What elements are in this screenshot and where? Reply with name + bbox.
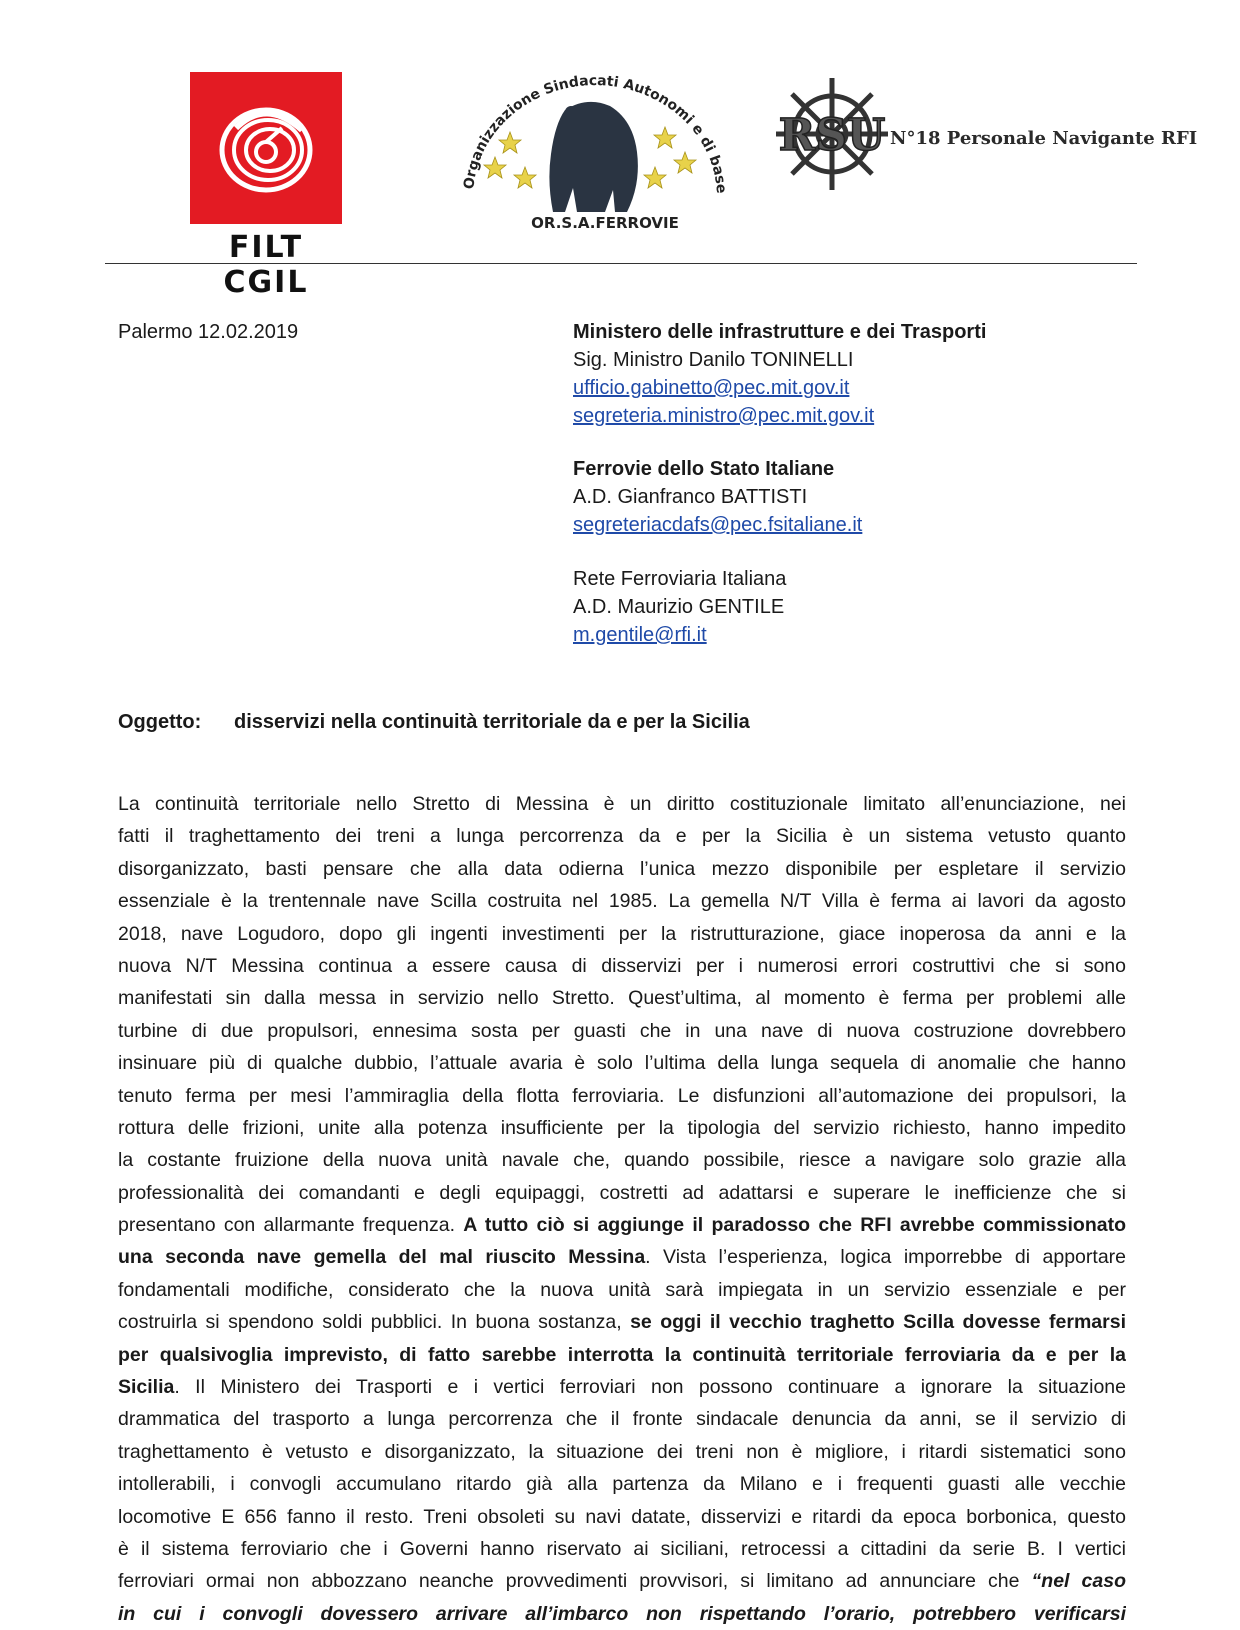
body-text-segment: La continuità territoriale nello Stretto di Messina è un diritto costituzionale limitato all’enunciazione, nei bbox=[118, 793, 1126, 815]
subject-label: Oggetto: bbox=[118, 711, 202, 733]
body-line bbox=[118, 1241, 1126, 1273]
orsa-arc-text: Organizzazione Sindacati Autonomi e di base bbox=[461, 72, 730, 195]
body-text-segment: ferroviari ormai non abbozzano neanche provvedimenti provvisori, si limitano ad annunciare che bbox=[118, 1570, 1032, 1593]
body-text-segment: insinuare più di qualche dubbio, l’attuale avaria è solo l’ultima della lunga sequela di anomalie che hanno bbox=[118, 1052, 1126, 1075]
recipient-3 bbox=[573, 565, 786, 649]
body-line bbox=[118, 1209, 1126, 1241]
body-line bbox=[118, 1306, 1126, 1338]
body-text-segment: professionalità dei comandanti e degli equipaggi, costretti ad adattarsi e superare le inefficienze che si bbox=[118, 1181, 1126, 1204]
recipient-person: A.D. Maurizio GENTILE bbox=[573, 596, 785, 618]
body-line bbox=[118, 950, 1126, 982]
body-text-segment: per qualsivoglia imprevisto, di fatto sarebbe interrotta la continuità territoriale ferroviaria da e per la bbox=[118, 1343, 1126, 1366]
body-line bbox=[118, 1403, 1126, 1435]
recipient-email-link[interactable]: ufficio.gabinetto@pec.mit.gov.it bbox=[573, 377, 850, 399]
body-text-segment: nuova N/T Messina continua a essere causa di disservizi per i numerosi errori costruttivi che si sono bbox=[118, 954, 1126, 977]
body-line bbox=[118, 788, 1126, 820]
filt-cgil-wordmark: FILT CGIL bbox=[223, 230, 309, 300]
body-text-segment: manifestati sin dalla messa in servizio nello Stretto. Quest’ultima, al momento è ferma per problemi alle bbox=[118, 987, 1126, 1010]
body-line bbox=[118, 1533, 1126, 1565]
header-divider bbox=[105, 263, 1137, 264]
recipient-org: Ferrovie dello Stato Italiane bbox=[573, 458, 835, 480]
subject-text: disservizi nella continuità territoriale da e per la Sicilia bbox=[234, 711, 750, 733]
body-line bbox=[118, 1468, 1126, 1500]
filt-cgil-logo bbox=[190, 72, 342, 300]
orsa-bottom-text: OR.S.A.FERROVIE bbox=[531, 214, 679, 232]
body-line bbox=[118, 1015, 1126, 1047]
orsa-ferrovie-logo bbox=[455, 72, 740, 232]
body-text-segment: fondamentali modifiche, considerato che la nuova unità sarà impiegata in un servizio essenziale e per bbox=[118, 1278, 1126, 1301]
body-text-segment: la costante fruizione della nuova unità navale che, quando possibile, riesce a navigare solo grazie alla bbox=[118, 1149, 1126, 1172]
body-line bbox=[118, 982, 1126, 1014]
body-text-segment: disorganizzato, basti pensare che alla data odierna l’unica mezzo disponibile per espletare il servizio bbox=[118, 857, 1126, 880]
body-text-segment: tenuto ferma per mesi l’ammiraglia della flotta ferroviaria. Le disfunzioni all’automazione dei propulsori, la bbox=[118, 1084, 1126, 1107]
body-text-segment: rottura delle frizioni, unite alla potenza insufficiente per la tipologia del servizio richiesto, hanno impedito bbox=[118, 1116, 1126, 1139]
body-text-segment: turbine di due propulsori, ennesima sosta per guasti che in una nave di nuova costruzione dovrebbero bbox=[118, 1019, 1126, 1042]
recipient-person: Sig. Ministro Danilo TONINELLI bbox=[573, 349, 854, 371]
recipient-1 bbox=[573, 318, 986, 430]
body-line bbox=[118, 820, 1126, 852]
body-text-segment: . Il Ministero dei Trasporti e i vertici ferroviari non possono continuare a ignorare la situazione bbox=[174, 1376, 1126, 1399]
recipient-2 bbox=[573, 455, 862, 539]
ship-wheel-icon bbox=[770, 72, 900, 192]
rsu-wordmark: RSU bbox=[778, 110, 886, 161]
body-text-segment: è il sistema ferroviario che i Governi hanno riservato ai siciliani, retrocessi a cittadini da serie B. I vertici bbox=[118, 1537, 1126, 1560]
body-line bbox=[118, 1371, 1126, 1403]
body-text-segment: locomotive E 656 fanno il resto. Treni obsoleti su navi datate, disservizi e ritardi da epoca borbonica, questo bbox=[118, 1505, 1126, 1528]
body-line bbox=[118, 1436, 1126, 1468]
body-text-segment: se oggi il vecchio traghetto Scilla dovesse fermarsi bbox=[630, 1311, 1126, 1334]
recipient-email-link[interactable]: segreteria.ministro@pec.mit.gov.it bbox=[573, 405, 875, 427]
recipient-org: Ministero delle infrastrutture e dei Trasporti bbox=[573, 321, 987, 343]
body-line bbox=[118, 1177, 1126, 1209]
body-text-segment: “nel caso bbox=[1031, 1570, 1126, 1593]
rsu-label: N°18 Personale Navigante RFI bbox=[890, 128, 1198, 149]
body-text-segment: essenziale è la trentennale nave Scilla costruita nel 1985. La gemella N/T Villa è ferma ai lavori da agosto bbox=[118, 890, 1126, 913]
body-line bbox=[118, 1144, 1126, 1176]
body-text-segment: . Vista l’esperienza, logica imporrebbe di apportare bbox=[645, 1246, 1126, 1269]
recipient-email-link[interactable]: m.gentile@rfi.it bbox=[573, 624, 707, 646]
subject-line bbox=[118, 708, 750, 736]
body-line bbox=[118, 1598, 1126, 1630]
recipient-org: Rete Ferroviaria Italiana bbox=[573, 568, 787, 590]
body-text-segment: presentano con allarmante frequenza. bbox=[118, 1214, 464, 1237]
body-text-segment: costruirla si spendono soldi pubblici. In buona sostanza, bbox=[118, 1311, 631, 1334]
recipient-person: A.D. Gianfranco BATTISTI bbox=[573, 486, 808, 508]
filt-cgil-emblem bbox=[190, 72, 342, 224]
body-text-segment: traghettamento è vetusto e disorganizzato, la situazione dei treni non è migliore, i ritardi sistematici sono bbox=[118, 1440, 1126, 1463]
letter-date: Palermo 12.02.2019 bbox=[118, 321, 299, 343]
orsa-bear-emblem-icon bbox=[455, 72, 740, 232]
recipient-email-link[interactable]: segreteriacdafs@pec.fsitaliane.it bbox=[573, 514, 863, 536]
body-text-segment: fatti il traghettamento dei treni a lunga percorrenza da e per la Sicilia è un sistema vetusto quanto bbox=[118, 825, 1126, 848]
letter-body bbox=[118, 788, 1126, 1630]
body-text-segment: intollerabili, i convogli accumulano ritardo già alla partenza da Milano e i frequenti guasti alle vecchie bbox=[118, 1473, 1126, 1496]
body-line bbox=[118, 1080, 1126, 1112]
body-line bbox=[118, 1274, 1126, 1306]
body-line bbox=[118, 1047, 1126, 1079]
body-line bbox=[118, 1339, 1126, 1371]
body-text-segment: in cui i convogli dovessero arrivare all’imbarco non rispettando l’orario, potrebbero verificarsi bbox=[118, 1602, 1126, 1625]
body-line bbox=[118, 1565, 1126, 1597]
body-text-segment: Sicilia bbox=[118, 1376, 175, 1399]
body-text-segment: una seconda nave gemella del mal riuscito Messina bbox=[118, 1246, 646, 1269]
body-line bbox=[118, 918, 1126, 950]
body-line bbox=[118, 853, 1126, 885]
body-line bbox=[118, 1112, 1126, 1144]
body-line bbox=[118, 1501, 1126, 1533]
body-text-segment: A tutto ciò si aggiunge il paradosso che RFI avrebbe commissionato bbox=[463, 1214, 1126, 1237]
rsu-navigante-logo bbox=[770, 72, 1198, 192]
body-line bbox=[118, 885, 1126, 917]
filt-cgil-swirl-icon bbox=[206, 88, 326, 208]
body-text-segment: 2018, nave Logudoro, dopo gli ingenti investimenti per la ristrutturazione, giace inoperosa da anni e la bbox=[118, 922, 1126, 945]
body-text-segment: drammatica del trasporto a lunga percorrenza che il fronte sindacale denuncia da anni, se il servizio di bbox=[118, 1408, 1126, 1431]
